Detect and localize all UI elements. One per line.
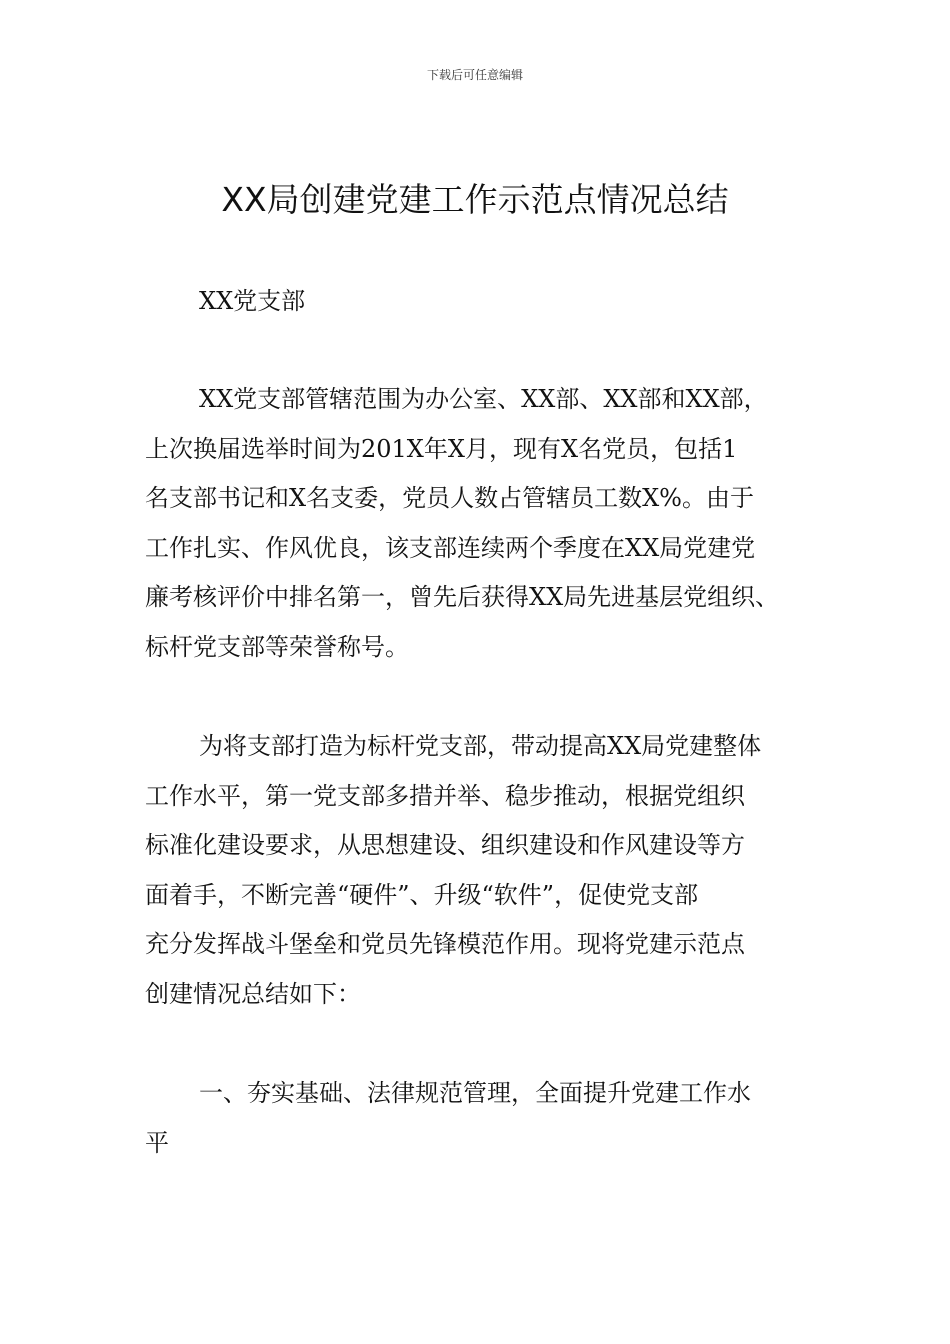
paragraph-line: 工作水平，第一党支部多措并举、稳步推动，根据党组织 xyxy=(145,781,745,810)
header-note: 下载后可任意编辑 xyxy=(426,68,523,82)
author-line xyxy=(145,277,835,327)
paragraph-line: 廉考核评价中排名第一，曾先后获得XX局先进基层党组织、 xyxy=(145,583,780,611)
paragraph-line: 创建情况总结如下： xyxy=(145,979,361,1008)
paragraph-line: XX党支部管辖范围为办公室、XX部、XX部和XX部， xyxy=(199,385,768,413)
paragraph-line: 为将支部打造为标杆党支部，带动提高XX局党建整体 xyxy=(199,732,762,760)
paragraph-line: 标杆党支部等荣誉称号。 xyxy=(145,632,409,661)
document-title: XX局创建党建工作示范点情况总结 xyxy=(221,180,729,219)
paragraph-intro xyxy=(145,375,835,672)
paragraph-line: 上次换届选举时间为201X年X月，现有X名党员，包括1 xyxy=(145,434,738,463)
author-text: XX党支部 xyxy=(199,287,306,315)
paragraph-line: 名支部书记和X名支委，党员人数占管辖员工数X%。由于 xyxy=(145,484,754,512)
paragraph-purpose xyxy=(145,722,835,1019)
paragraph-line: 面着手，不断完善“硬件”、升级“软件”，促使党支部 xyxy=(145,880,699,909)
paragraph-line: 充分发挥战斗堡垒和党员先锋模范作用。现将党建示范点 xyxy=(145,930,745,958)
paragraph-line: 标准化建设要求，从思想建设、组织建设和作风建设等方 xyxy=(145,831,745,859)
section-heading-1 xyxy=(145,1069,835,1168)
section-heading-line: 平 xyxy=(145,1128,169,1157)
section-heading-line: 一、夯实基础、法律规范管理，全面提升党建工作水 xyxy=(199,1079,751,1107)
paragraph-line: 工作扎实、作风优良，该支部连续两个季度在XX局党建党 xyxy=(145,533,756,562)
